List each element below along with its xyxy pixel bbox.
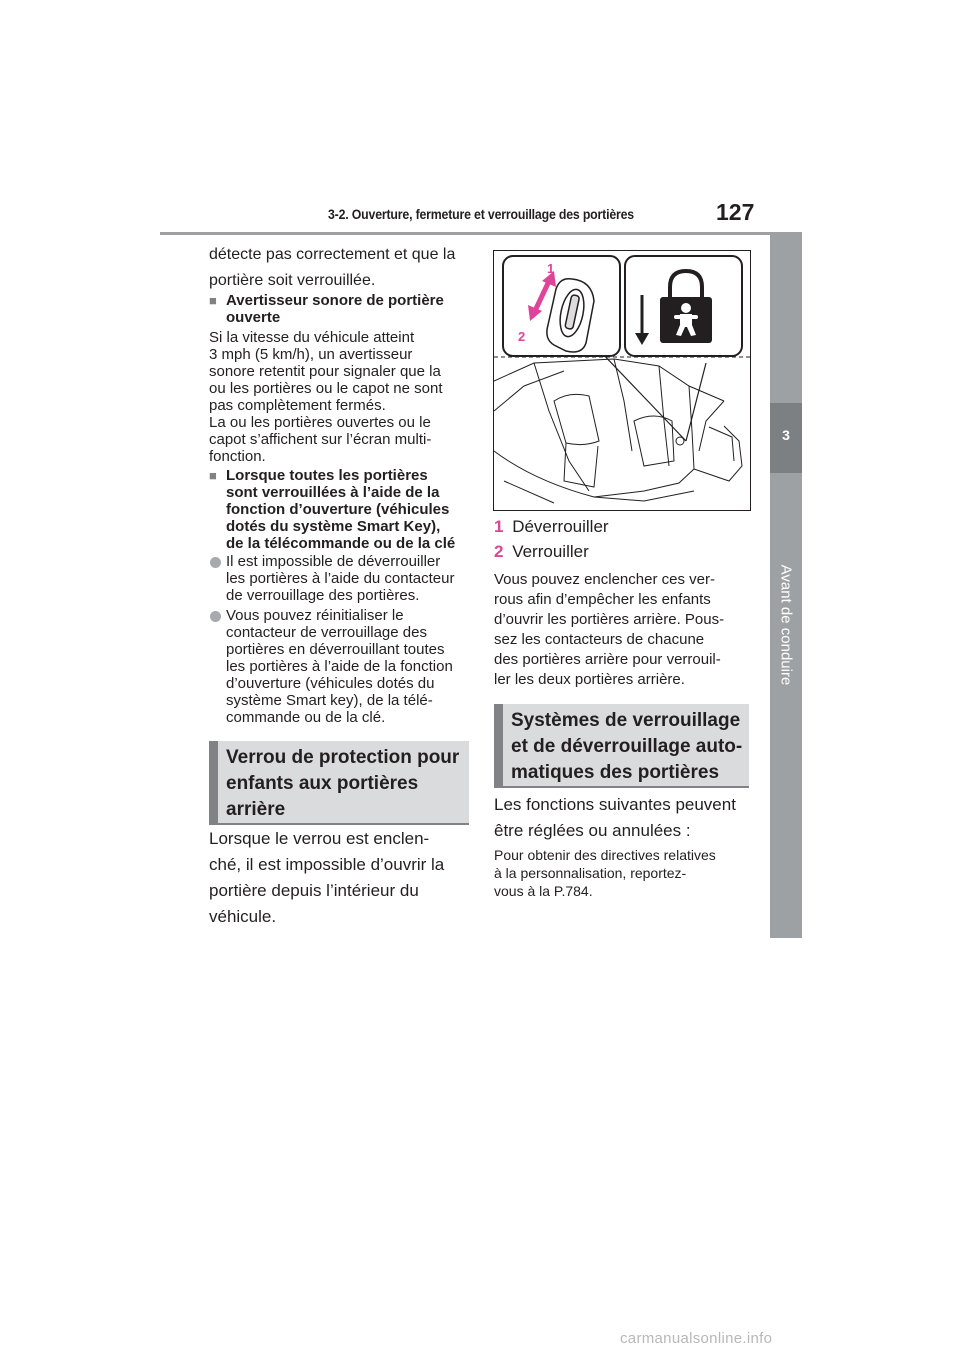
section-box-auto-lock: [494, 704, 749, 786]
subsection-title: Avertisseur sonore de portière ouverte: [226, 292, 444, 326]
child-lock-body: Lorsque le verrou est enclen- ché, il est impossible d’ouvrir la portière depuis l’intérieur du véhicule.: [209, 829, 445, 926]
child-lock-note: Vous pouvez enclencher ces ver- rous afin d’empêcher les enfants d’ouvrir les portières arrière. Pous- sez les contacteurs de chacune des portières arrière pour verrouil- ler les deux portières arrière.: [494, 571, 725, 688]
square-bullet-icon: ■: [209, 293, 217, 308]
legend-text: Verrouiller: [512, 542, 589, 561]
legend-text: Déverrouiller: [512, 517, 609, 536]
square-bullet-icon: ■: [209, 468, 217, 483]
bullet-text: Vous pouvez réinitialiser le contacteur de verrouillage des portières en déverrouillant toutes les portières à l’aide de la fonction d’ouverture (véhicules dotés du système Smart key), de la télé- commande ou de la clé.: [226, 607, 453, 726]
child-lock-illustration: [493, 250, 751, 511]
section-title: Verrou de protection pour enfants aux portières arrière: [226, 747, 460, 820]
bullet-item: [226, 553, 471, 604]
legend-number: 1: [494, 517, 504, 536]
footer-watermark: carmanualsonline.info: [620, 1330, 773, 1347]
subsection-all-locked: [209, 467, 471, 552]
legend-number: 2: [494, 542, 504, 561]
section-underline: [209, 823, 469, 825]
bullet-item: [226, 607, 471, 726]
illustration-legend: [494, 514, 754, 564]
chapter-number: 3: [782, 427, 790, 443]
section-title: Systèmes de verrouillage et de déverrouillage auto- matiques des portières: [511, 710, 743, 783]
intro-paragraph: détecte pas correctement et que la portière soit verrouillée.: [209, 246, 456, 289]
chapter-label-text: Avant de conduire: [777, 564, 795, 686]
auto-lock-body: Les fonctions suivantes peuvent être réglées ou annulées :: [494, 795, 736, 840]
legend-item: [494, 514, 754, 539]
round-bullet-icon: [210, 611, 221, 622]
chapter-label: [773, 540, 799, 710]
header-section-title: 3-2. Ouverture, fermeture et verrouillage des portières: [328, 206, 634, 222]
section-box-child-lock: [209, 741, 469, 823]
legend-item: [494, 539, 754, 564]
illustration-label-2: 2: [518, 329, 526, 344]
customization-note: Pour obtenir des directives relatives à la personnalisation, reportez- vous à la P.784.: [494, 847, 716, 899]
round-bullet-icon: [210, 557, 221, 568]
header-rule: [160, 232, 802, 235]
subsection-title: Lorsque toutes les portières sont verrouillées à l’aide de la fonction d’ouverture (véhicules dotés du système Smart Key), de la télécommande ou de la clé: [226, 467, 456, 552]
subsection-door-alarm: [209, 292, 471, 326]
page-number: 127: [716, 199, 755, 225]
illustration-label-1: 1: [547, 261, 555, 276]
door-alarm-body: Si la vitesse du véhicule atteint 3 mph (5 km/h), un avertisseur sonore retentit pour signaler que la ou les portières ou le capot ne sont pas complètement fermés. La ou les portières ouvertes ou le capot s’affichent sur l’écran multi- fonction.: [209, 329, 443, 465]
bullet-text: Il est impossible de déverrouiller les portières à l’aide du contacteur de verrouillage des portières.: [226, 553, 455, 604]
section-underline: [494, 786, 749, 788]
